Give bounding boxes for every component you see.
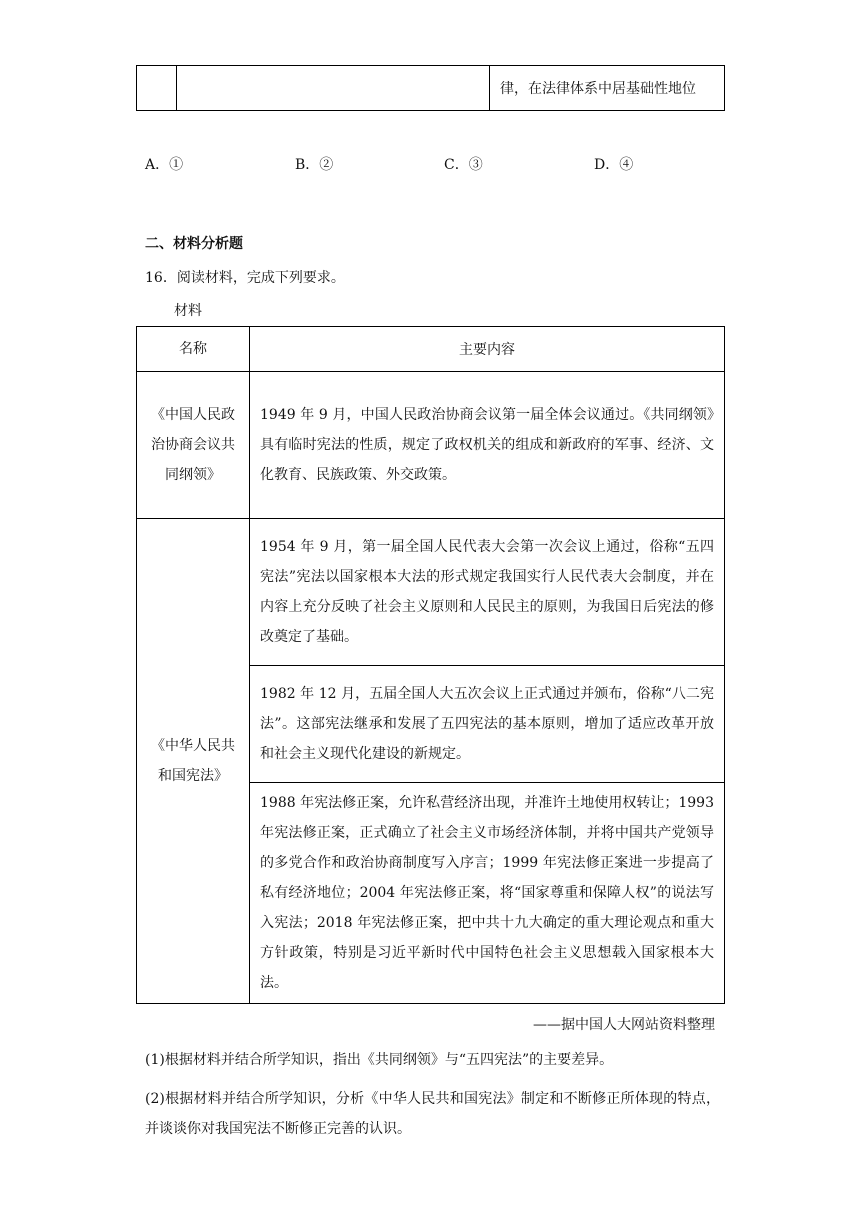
header-content: 主要内容 [250, 327, 725, 372]
option-b: B．② [295, 157, 334, 173]
question-stem: 16．阅读材料，完成下列要求。 [145, 270, 345, 286]
option-a: A．① [145, 157, 184, 173]
option-d: D．④ [594, 157, 634, 173]
row1-content: 1949 年 9 月，中国人民政治协商会议第一届全体会议通过。《共同纲领》具有临时宪法的性质，规定了政权机关的组成和新政府的军事、经济、文化教育、民族政策、外交政策。 [250, 372, 725, 519]
table-cell [177, 66, 490, 111]
row2-content-amendments: 1988 年宪法修正案，允许私营经济出现，并准许土地使用权转让；1993 年宪法修正案，正式确立了社会主义市场经济体制，并将中国共产党领导的多党合作和政治协商制度写入序言；1999 年宪法修正案进一步提高了私有经济地位；2004 年宪法修正案，将“国家尊重和保障人权”的说法写入宪法；2018 年宪法修正案，把中共十九大确定的重大理论观点和重大方针政策，特别是习近平新时代中国特色社会主义思想载入国家根本大法。 [250, 783, 725, 1004]
row2-content-1982: 1982 年 12 月，五届全国人大五次会议上正式通过并颁布，俗称“八二宪法”。这部宪法继承和发展了五四宪法的基本原则，增加了适应改革开放和社会主义现代化建设的新规定。 [250, 666, 725, 783]
table-cell [137, 66, 177, 111]
section-title: 二、材料分析题 [145, 236, 243, 252]
row1-name: 《中国人民政治协商会议共同纲领》 [137, 372, 250, 519]
sub-question-1: (1)根据材料并结合所学知识，指出《共同纲领》与“五四宪法”的主要差异。 [145, 1052, 614, 1068]
row2-name: 《中华人民共和国宪法》 [137, 519, 250, 1004]
material-label: 材料 [174, 303, 202, 319]
previous-question-table-fragment [136, 65, 725, 111]
option-c: C．③ [444, 157, 483, 173]
table-cell: 律，在法律体系中居基础性地位 [490, 66, 725, 111]
row2-content-1954: 1954 年 9 月，第一届全国人民代表大会第一次会议上通过，俗称“五四宪法”宪法以国家根本大法的形式规定我国实行人民代表大会制度，并在内容上充分反映了社会主义原则和人民民主的原则，为我国日后宪法的修改奠定了基础。 [250, 519, 725, 666]
header-name: 名称 [137, 327, 250, 372]
source-note: ——据中国人大网站资料整理 [533, 1017, 715, 1033]
material-table [136, 326, 725, 1004]
sub-question-2: (2)根据材料并结合所学知识，分析《中华人民共和国宪法》制定和不断修正所体现的特点，并谈谈你对我国宪法不断修正完善的认识。 [145, 1091, 720, 1137]
